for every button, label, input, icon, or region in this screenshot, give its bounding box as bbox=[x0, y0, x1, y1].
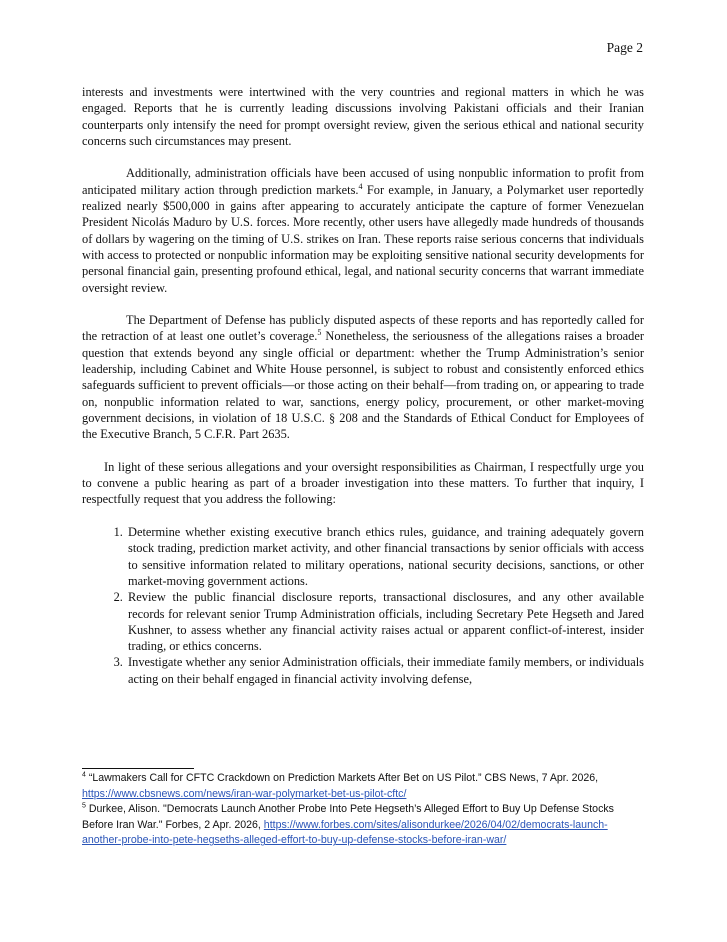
paragraph-text: Additionally, administration officials have been accused of using nonpublic information to profit from anticipated military action through prediction markets. bbox=[82, 166, 644, 197]
paragraph-request-hearing: In light of these serious allegations and your oversight responsibilities as Chairman, I respectfully urge you to convene a public hearing as part of a broader investigation into these matters. To further that inquiry, I respectfully request that you address the following: bbox=[82, 459, 644, 507]
footnotes bbox=[82, 771, 644, 849]
footnote-link[interactable]: https://www.cbsnews.com/news/iran-war-polymarket-bet-us-pilot-cftc/ bbox=[82, 787, 407, 800]
list-item: 2. Review the public financial disclosure reports, transactional disclosures, and any other available records for relevant senior Trump Administration officials, including Secretary Pete Hegseth and Jared Kushner, to assess whether any financial activity raises actual or apparent conflict-of-interest, insider trading, or ethics concerns. bbox=[126, 589, 644, 654]
footnote-number: 5 bbox=[82, 802, 86, 810]
paragraph-dod-response bbox=[82, 312, 644, 442]
footnote-text: Durkee, Alison. "Democrats Launch Another Probe Into Pete Hegseth’s Alleged Effort to Buy Up Defense Stocks Before Iran War." Forbes, 2 Apr. 2026, bbox=[82, 803, 614, 831]
paragraph-text: For example, in January, a Polymarket user reportedly realized nearly $500,000 in gains after appearing to accurately anticipate the capture of former Venezuelan President Nicolás Maduro by U.S. forces. More recently, other users have allegedly made hundreds of thousands of dollars by wagering on the timing of U.S. strikes on Iran. These reports raise serious concerns that individuals with access to protected or nonpublic information may be exploiting sensitive national security developments for personal financial gain, presenting profound ethical, legal, and national security concerns that warrant immediate oversight review. bbox=[82, 182, 644, 295]
footnote-4 bbox=[82, 771, 644, 802]
footnote-ref-5: 5 bbox=[317, 328, 322, 338]
paragraph-continued: interests and investments were intertwined with the very countries and regional matters in which he was engaged. Reports that he is currently leading discussions involving Pakistani officials and their Iranian counterparts only intensify the need for prompt oversight review, given the serious ethical and national security concerns such circumstances may present. bbox=[82, 85, 644, 148]
footnote-text: “Lawmakers Call for CFTC Crackdown on Prediction Markets After Bet on US Pilot.” CBS News, 7 Apr. 2026, bbox=[85, 772, 599, 784]
page-number: Page 2 bbox=[606, 40, 643, 55]
footnote-link[interactable]: https://www.forbes.com/sites/alisondurkee/2026/04/02/democrats-launch-another-probe-into-pete-hegseths-alleged-effort-to-buy-up-defense-stocks-before-iran-war/ bbox=[82, 818, 608, 847]
footnote-5 bbox=[82, 802, 644, 849]
paragraph-text: The Department of Defense has publicly disputed aspects of these reports and has reportedly called for the retraction of at least one outlet’s coverage. bbox=[82, 313, 644, 344]
letter-body bbox=[82, 84, 644, 687]
paragraph-text: Nonetheless, the seriousness of the allegations raises a broader question that extends beyond any single official or department: whether the Trump Administration’s senior leadership, including Cabinet and White House personnel, is subject to robust and consistently enforced ethics safeguards sufficient to prevent officials—or those acting on their behalf—from trading on, or appearing to trade on, nonpublic information related to war, sanctions, energy policy, procurement, or other market-moving government decisions, in violation of 18 U.S.C. § 208 and the Standards of Ethical Conduct for Employees of the Executive Branch, 5 C.F.R. Part 2635. bbox=[82, 329, 644, 442]
footnote-number: 4 bbox=[82, 771, 86, 779]
footnote-divider bbox=[82, 768, 194, 769]
list-item: 3. Investigate whether any senior Administration officials, their immediate family members, or individuals acting on their behalf engaged in financial activity involving defense, bbox=[126, 654, 644, 687]
footnote-ref-4: 4 bbox=[358, 181, 363, 191]
request-list bbox=[82, 524, 644, 687]
list-item: 1. Determine whether existing executive branch ethics rules, guidance, and training adequately govern stock trading, prediction market activity, and other financial transactions by senior officials with access to sensitive information related to military operations, national security decisions, sanctions, or other market-moving government actions. bbox=[126, 524, 644, 589]
paragraph-prediction-markets bbox=[82, 165, 644, 295]
